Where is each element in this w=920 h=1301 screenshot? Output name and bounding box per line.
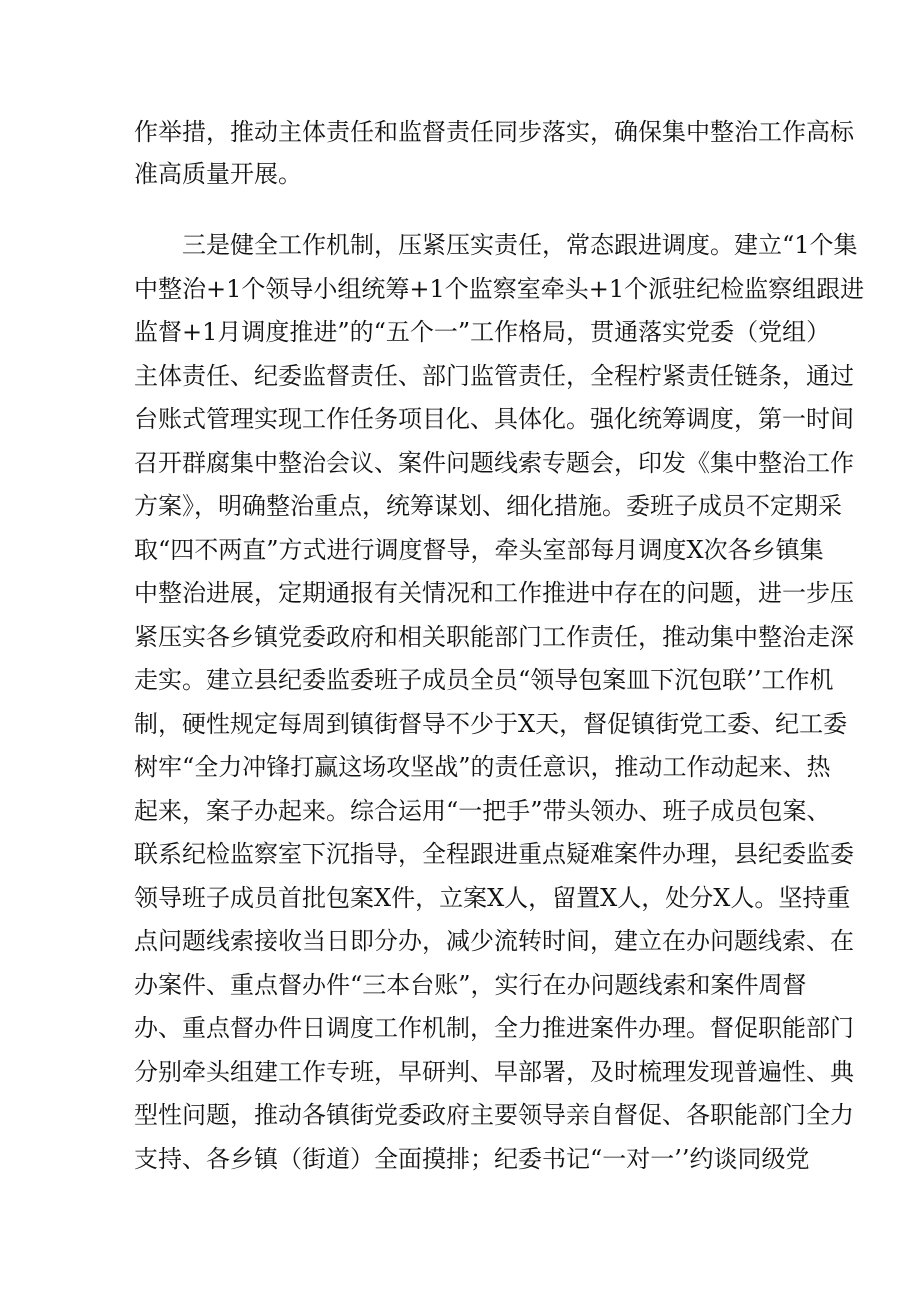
paragraph-2-line-1: 三是健全工作机制，压紧压实责任，常态跟进调度。建立“1个集 [182,231,858,259]
paragraph-2-line-8: 取“四不两直”方式进行调度督导，牵头室部每月调度X次各乡镇集 [134,536,824,564]
paragraph-2-line-6: 召开群腐集中整治会议、案件问题线索专题会，印发《集中整治工作 [134,449,854,477]
paragraph-2-line-16: 领导班子成员首批包案X件，立案X人，留置X人，处分X人。坚持重 [134,884,851,912]
paragraph-2-line-17: 点问题线索接收当日即分办，减少流转时间，建立在办问题线索、在 [134,927,854,955]
paragraph-2-line-14: 起来，案子办起来。综合运用“一把手”带头领办、班子成员包案、 [134,797,831,825]
paragraph-2-line-4: 主体责任、纪委监督责任、部门监管责任，全程柠紧责任链条，通过 [134,362,854,390]
paragraph-2-line-5: 台账式管理实现工作任务项目化、具体化。强化统筹调度，第一时间 [134,405,854,433]
paragraph-2-line-20: 分别牵头组建工作专班，早研判、早部署，及时梳理发现普遍性、典 [134,1058,854,1086]
paragraph-2-line-10: 紧压实各乡镇党委政府和相关职能部门工作责任，推动集中整治走深 [134,623,854,651]
paragraph-2-line-21: 型性问题，推动各镇街党委政府主要领导亲自督促、各职能部门全力 [134,1101,854,1129]
paragraph-2-line-2: 中整治+1个领导小组统筹+1个监察室牵头+1个派驻纪检监察组跟进 [134,275,865,303]
paragraph-2-line-11: 走实。建立县纪委监委班子成员全员“领导包案皿下沉包联’’工作机 [134,666,834,694]
paragraph-2-line-12: 制，硬性规定每周到镇街督导不少于X天，督促镇街党工委、纪工委 [134,710,848,738]
paragraph-2-line-22: 支持、各乡镇（街道）全面摸排；纪委书记“一对一’’约谈同级党 [134,1145,810,1173]
paragraph-2-line-9: 中整治进展，定期通报有关情况和工作推进中存在的问题，进一步压 [134,579,854,607]
paragraph-2-line-15: 联系纪检监察室下沉指导，全程跟进重点疑难案件办理，县纪委监委 [134,840,854,868]
paragraph-1-line-1: 作举措，推动主体责任和监督责任同步落实，确保集中整治工作高标 [134,118,854,146]
paragraph-1-line-2: 准高质量开展。 [134,160,302,188]
paragraph-2-line-13: 树牢“全力冲锋打赢这场攻坚战”的责任意识，推动工作动起来、热 [134,753,831,781]
paragraph-2-line-3: 监督+1月调度推进”的“五个一”工作格局，贯通落实党委（党组） [134,318,831,346]
paragraph-2-line-18: 办案件、重点督办件“三本台账”，实行在办问题线索和案件周督 [134,971,807,999]
paragraph-2-line-7: 方案》，明确整治重点，统筹谋划、细化措施。委班子成员不定期采 [134,492,842,520]
paragraph-2-line-19: 办、重点督办件日调度工作机制，全力推进案件办理。督促职能部门 [134,1014,854,1042]
